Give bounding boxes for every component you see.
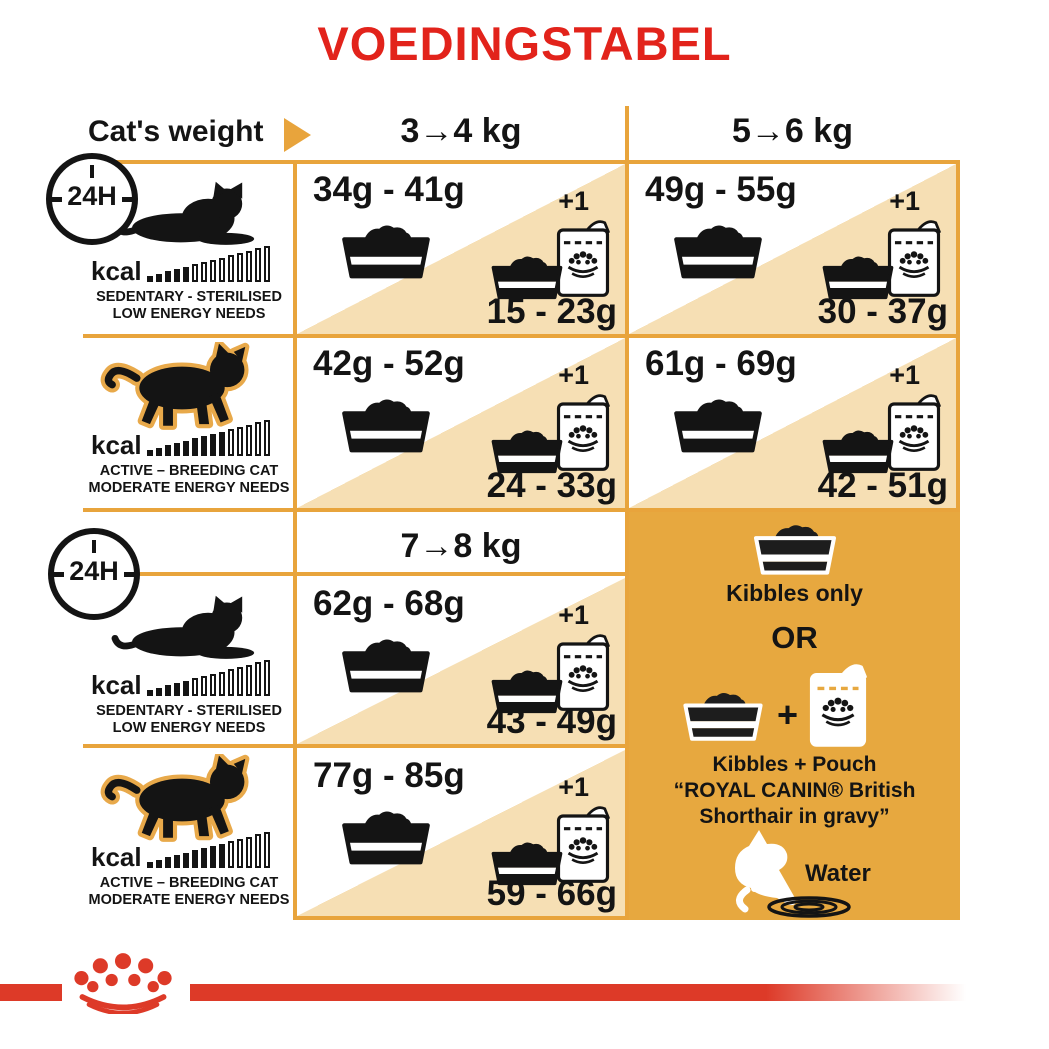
24h-label: 24H [67, 181, 117, 211]
plus-one-label: +1 [889, 186, 920, 216]
grid-line [83, 572, 629, 576]
kcal-bar [183, 267, 190, 282]
bowl-pouch-group [485, 220, 613, 302]
cell-sedentary-3-4kg [297, 164, 625, 334]
kibbles-amount: 77g - 85g [313, 756, 465, 795]
bowl-pouch-group [816, 394, 944, 476]
water-reminder [629, 828, 960, 920]
profile-caption: SEDENTARY - STERILISED LOW ENERGY NEEDS [96, 289, 282, 322]
kcal-bar [210, 434, 217, 456]
kcal-bar [156, 448, 163, 456]
kcal-bar [201, 262, 208, 282]
kcal-bar [183, 441, 190, 456]
clock-dash-right [124, 572, 136, 577]
kcal-bar [174, 855, 181, 868]
energy-bars [147, 830, 271, 868]
weight-col-7-8kg: 7→8 kg [400, 527, 522, 565]
profile-active [85, 750, 293, 920]
kcal-bar [255, 248, 262, 282]
kcal-gauge [91, 658, 270, 700]
24h-clock-icon [46, 153, 138, 245]
kcal-gauge [91, 418, 270, 460]
pouch-amount: 43 - 49g [486, 702, 617, 741]
kcal-bar [264, 832, 271, 868]
kcal-bar [165, 685, 172, 696]
pouch-amount: 24 - 33g [486, 466, 617, 505]
kcal-bar [174, 683, 181, 696]
weight-col-5-6kg: 5→6 kg [732, 112, 853, 150]
food-bowl-icon [677, 688, 769, 744]
energy-bars [147, 658, 271, 696]
kcal-bar [192, 850, 199, 868]
kcal-bar [147, 862, 154, 868]
plus-one-label: +1 [558, 600, 589, 630]
plus-sign: + [777, 694, 799, 735]
kcal-bar [255, 834, 262, 868]
plus-one-label: +1 [889, 360, 920, 390]
profile-active [85, 338, 293, 508]
or-label: OR [771, 620, 818, 655]
food-bowl-icon [335, 634, 437, 696]
kcal-bar [255, 662, 262, 696]
kcal-bar [147, 450, 154, 456]
kcal-bar [183, 853, 190, 868]
profile-caption: ACTIVE – BREEDING CAT MODERATE ENERGY NEEDS [88, 875, 290, 908]
kcal-bar [210, 674, 217, 696]
kcal-bar [174, 269, 181, 282]
kcal-bar [192, 438, 199, 456]
kcal-bar [219, 672, 226, 696]
water-label: Water [805, 860, 871, 887]
kcal-bar [237, 427, 244, 456]
kcal-bar [210, 260, 217, 282]
kcal-bar [156, 274, 163, 282]
profile-caption: SEDENTARY - STERILISED LOW ENERGY NEEDS [96, 703, 282, 736]
food-bowl-icon [335, 220, 437, 282]
kcal-bar [165, 271, 172, 282]
24h-clock-icon [48, 528, 140, 620]
kcal-bar [183, 681, 190, 696]
kibbles-pouch-caption: Kibbles + Pouch “ROYAL CANIN® British Shorthair in gravy” [673, 753, 916, 828]
cats-weight-label: Cat's weight [88, 115, 264, 148]
page-title: VOEDINGSTABEL [317, 17, 732, 70]
bowl-pouch-group [485, 394, 613, 476]
kcal-gauge [91, 244, 270, 286]
kcal-bar [246, 251, 253, 282]
brand-band-left [0, 984, 62, 1001]
bowl-pouch-group [816, 220, 944, 302]
kcal-bar [165, 445, 172, 456]
kcal-bar [192, 264, 199, 282]
kcal-label: kcal [91, 842, 142, 872]
kcal-bar [264, 420, 271, 456]
kcal-bar [228, 255, 235, 282]
food-bowl-icon [335, 394, 437, 456]
kcal-bar [237, 667, 244, 696]
kibbles-amount: 49g - 55g [645, 170, 797, 209]
kcal-bar [219, 844, 226, 868]
kcal-bar [228, 841, 235, 868]
plus-one-label: +1 [558, 772, 589, 802]
food-bowl-icon [335, 806, 437, 868]
serving-options-panel [629, 512, 960, 920]
kcal-bar [264, 660, 271, 696]
kcal-label: kcal [91, 670, 142, 700]
kcal-bar [192, 678, 199, 696]
pouch-amount: 59 - 66g [486, 874, 617, 913]
kcal-bar [165, 857, 172, 868]
food-bowl-icon [667, 220, 769, 282]
cell-active-5-6kg [629, 338, 956, 508]
energy-bars [147, 418, 271, 456]
clock-tick [90, 165, 94, 178]
food-bowl-icon [667, 394, 769, 456]
weight-col-3-4kg: 3→4 kg [400, 112, 522, 150]
kibbles-plus-pouch-group [629, 664, 960, 750]
plus-one-label: +1 [558, 360, 589, 390]
cell-active-3-4kg [297, 338, 625, 508]
pouch-amount: 30 - 37g [817, 292, 948, 331]
clock-dash-right [122, 197, 134, 202]
plus-one-label: +1 [558, 186, 589, 216]
energy-bars [147, 244, 271, 282]
cell-active-7-8kg [297, 750, 625, 916]
profile-caption: ACTIVE – BREEDING CAT MODERATE ENERGY NEEDS [88, 463, 290, 496]
kcal-bar [228, 669, 235, 696]
kcal-bar [174, 443, 181, 456]
kcal-bar [228, 429, 235, 456]
kibbles-amount: 42g - 52g [313, 344, 465, 383]
kcal-label: kcal [91, 430, 142, 460]
lying-cat-icon [109, 594, 261, 664]
royal-canin-crown-logo [58, 946, 188, 1014]
clock-tick [92, 540, 96, 553]
kcal-bar [219, 258, 226, 282]
clock-dash-left [50, 197, 62, 202]
kcal-gauge [91, 830, 270, 872]
food-pouch-icon [807, 664, 869, 748]
cell-sedentary-5-6kg [629, 164, 956, 334]
kcal-bar [210, 846, 217, 868]
brand-band-right [190, 984, 990, 1001]
pouch-amount: 15 - 23g [486, 292, 617, 331]
kibbles-only-label: Kibbles only [726, 580, 863, 606]
kcal-label: kcal [91, 256, 142, 286]
kcal-bar [147, 276, 154, 282]
kcal-bar [237, 839, 244, 868]
kibbles-amount: 34g - 41g [313, 170, 465, 209]
24h-label: 24H [69, 556, 119, 586]
kcal-bar [201, 676, 208, 696]
kcal-bar [156, 688, 163, 696]
kcal-bar [246, 665, 253, 696]
pouch-amount: 42 - 51g [817, 466, 948, 505]
kcal-bar [147, 690, 154, 696]
kcal-bar [201, 848, 208, 868]
kcal-bar [156, 860, 163, 868]
kcal-bar [237, 253, 244, 282]
kcal-bar [264, 246, 271, 282]
kcal-bar [246, 837, 253, 868]
kcal-bar [219, 432, 226, 456]
cell-sedentary-7-8kg [297, 578, 625, 744]
kibbles-amount: 62g - 68g [313, 584, 465, 623]
kcal-bar [246, 425, 253, 456]
kibbles-amount: 61g - 69g [645, 344, 797, 383]
clock-dash-left [52, 572, 64, 577]
kcal-bar [201, 436, 208, 456]
food-bowl-icon [746, 520, 844, 578]
kcal-bar [255, 422, 262, 456]
